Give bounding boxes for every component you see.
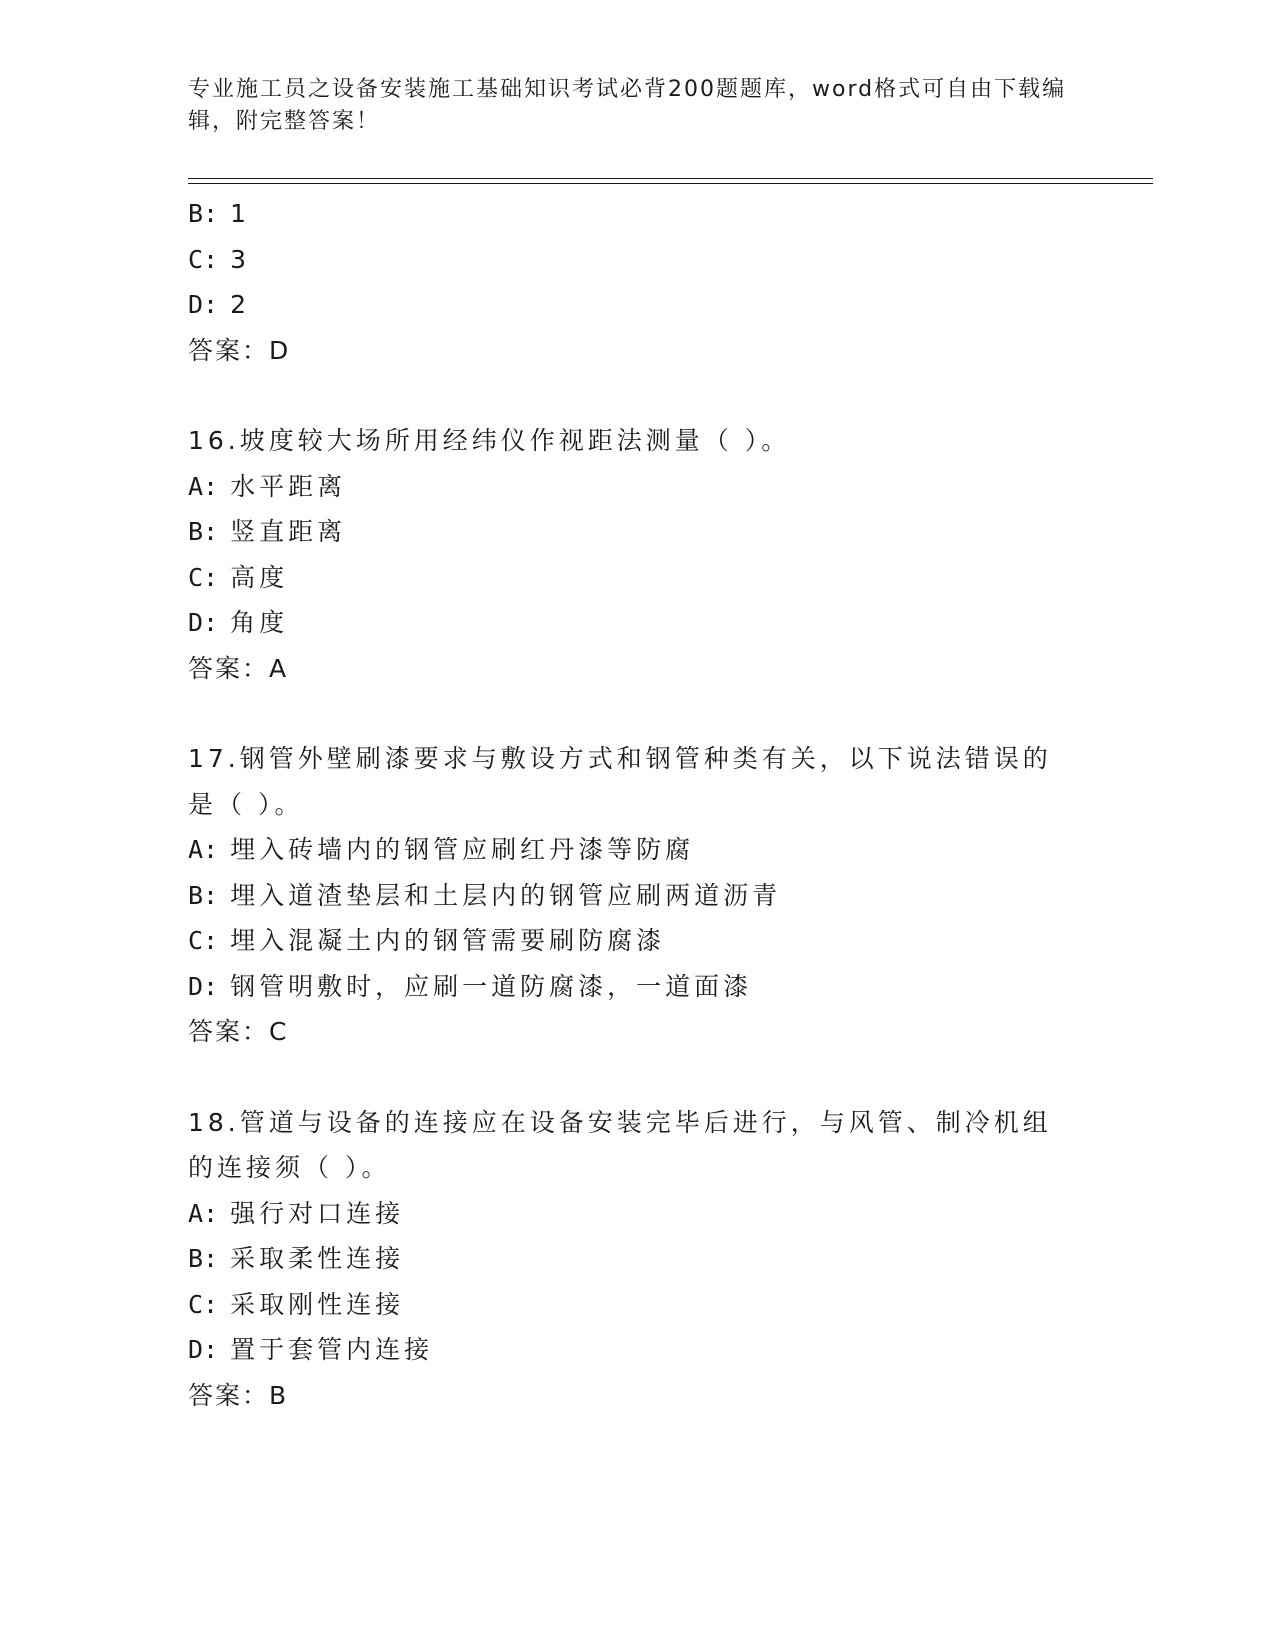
option-label: B: <box>188 880 219 910</box>
option-line <box>188 600 1088 646</box>
question-title: 16.坡度较大场所用经纬仪作视距法测量（ ）。 <box>188 426 791 455</box>
answer-line: 答案：A <box>188 653 289 683</box>
option-line <box>188 1282 1088 1328</box>
option-label: B: <box>188 1244 219 1273</box>
option-text: 角度 <box>230 608 289 637</box>
answer-line: 答案：B <box>188 1380 289 1410</box>
option-line <box>188 1191 1088 1237</box>
question-title: 18.管道与设备的连接应在设备安装完毕后进行，与风管、制冷机组的连接须（ ）。 <box>188 1107 1052 1182</box>
option-label: A: <box>188 1198 219 1228</box>
question-block-15 <box>188 191 1088 373</box>
option-line <box>188 1236 1088 1282</box>
header-rule-bottom <box>188 183 1153 184</box>
question-title: 17.钢管外壁刷漆要求与敷设方式和钢管种类有关，以下说法错误的是（ ）。 <box>188 744 1052 819</box>
option-line <box>188 918 1088 964</box>
question-block-16 <box>188 418 1088 691</box>
option-label: C: <box>188 244 219 274</box>
option-label: D: <box>188 1335 219 1364</box>
option-line <box>188 555 1088 601</box>
option-line <box>188 191 1088 237</box>
option-label: C: <box>188 562 219 592</box>
option-line <box>188 1327 1088 1373</box>
document-body <box>188 191 1088 1418</box>
option-label: D: <box>188 608 219 637</box>
option-label: A: <box>188 471 219 501</box>
option-line <box>188 964 1088 1010</box>
question-block-17 <box>188 736 1088 1055</box>
option-text: 竖直距离 <box>230 517 347 546</box>
option-text: 3 <box>230 244 250 274</box>
document-header: 专业施工员之设备安装施工基础知识考试必背200题题库，word格式可自由下载编辑，附完整答案！ <box>188 77 1067 134</box>
option-line <box>188 873 1088 919</box>
option-line <box>188 509 1088 555</box>
option-line <box>188 282 1088 328</box>
option-line <box>188 237 1088 283</box>
option-text: 埋入砖墙内的钢管应刷红丹漆等防腐 <box>230 835 695 864</box>
option-line <box>188 827 1088 873</box>
option-label: B: <box>188 517 219 546</box>
option-text: 强行对口连接 <box>230 1198 405 1228</box>
option-text: 埋入道渣垫层和土层内的钢管应刷两道沥青 <box>230 880 782 910</box>
header-rule-top <box>188 178 1153 179</box>
answer-line: 答案：C <box>188 1017 289 1046</box>
option-label: D: <box>188 290 219 319</box>
option-text: 钢管明敷时，应刷一道防腐漆，一道面漆 <box>230 971 753 1001</box>
answer-line: 答案：D <box>188 335 291 365</box>
option-label: D: <box>188 971 219 1001</box>
option-label: B: <box>188 199 219 228</box>
option-label: A: <box>188 835 219 864</box>
option-line <box>188 464 1088 510</box>
option-text: 采取柔性连接 <box>230 1244 405 1273</box>
question-block-18 <box>188 1100 1088 1419</box>
option-text: 采取刚性连接 <box>230 1289 405 1319</box>
option-text: 水平距离 <box>230 471 347 501</box>
option-label: C: <box>188 926 219 955</box>
option-label: C: <box>188 1289 219 1319</box>
option-text: 埋入混凝土内的钢管需要刷防腐漆 <box>230 926 666 955</box>
option-text: 2 <box>230 290 250 319</box>
option-text: 高度 <box>230 562 289 592</box>
option-text: 置于套管内连接 <box>230 1335 434 1364</box>
option-text: 1 <box>230 199 250 228</box>
